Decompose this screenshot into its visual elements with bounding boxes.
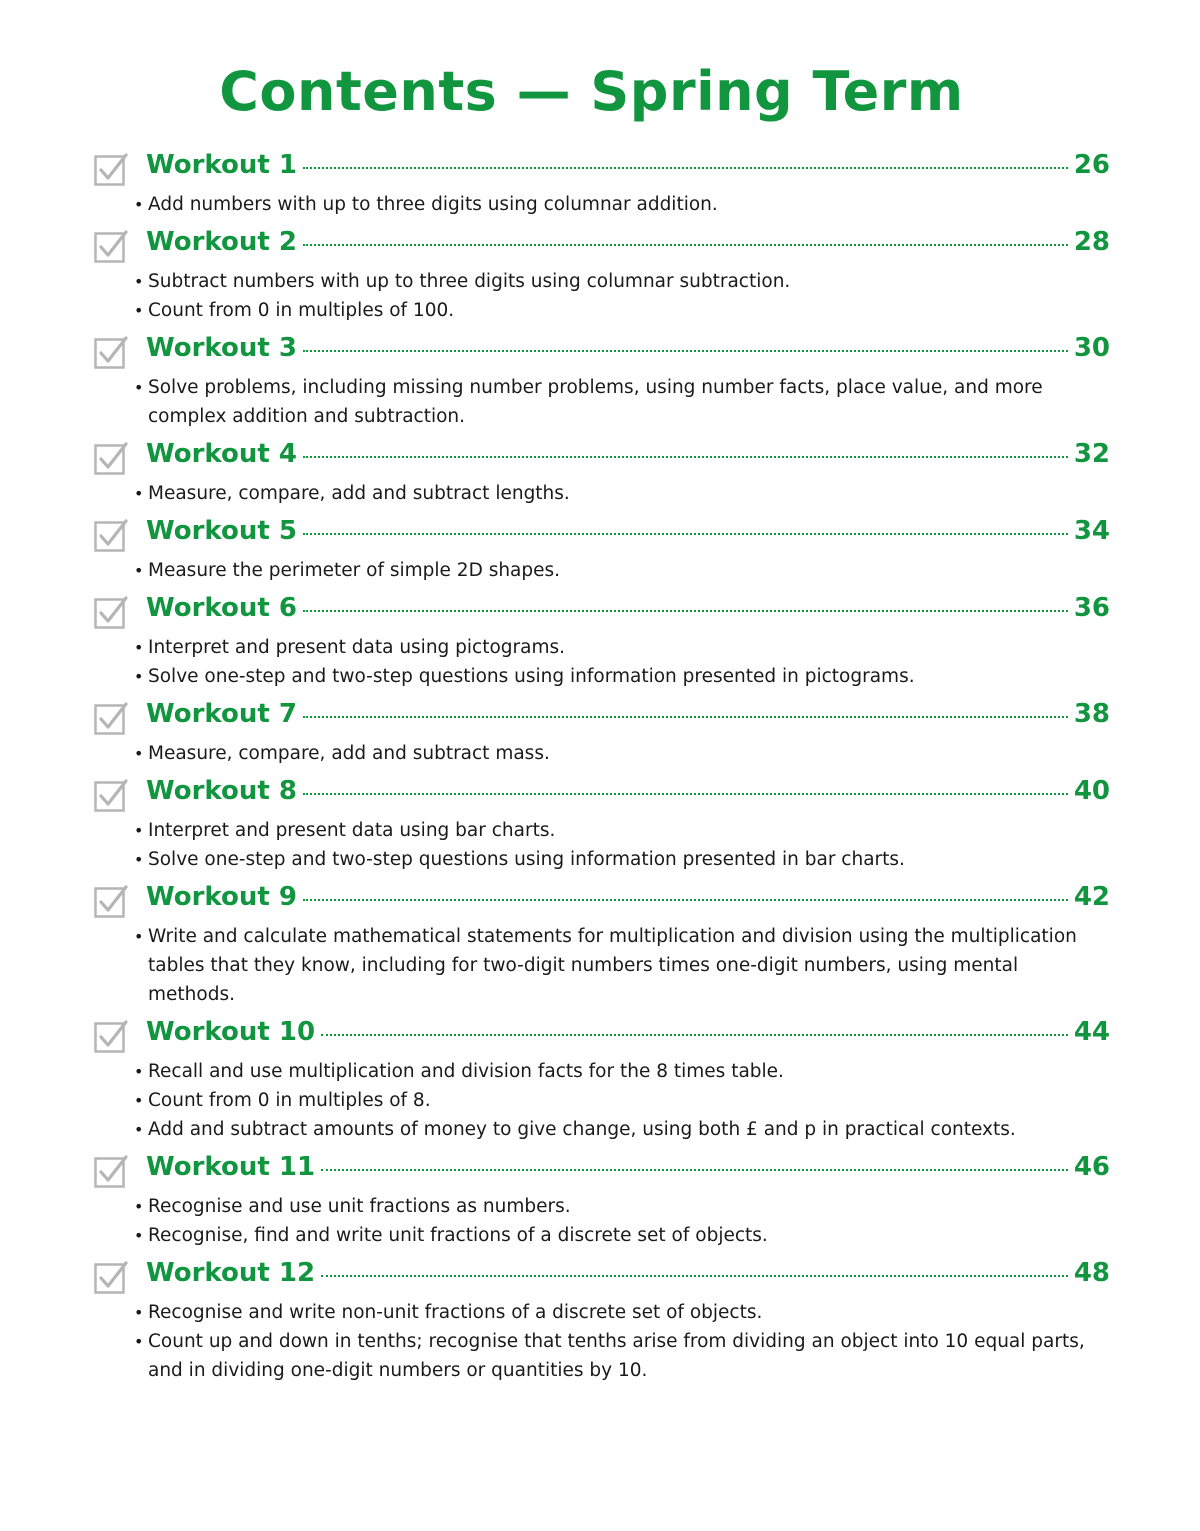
- page-number: 42: [1073, 882, 1110, 912]
- checkbox-tick-icon[interactable]: [94, 518, 128, 552]
- toc-entry-10[interactable]: [94, 1017, 1110, 1144]
- objective-item: • Solve one-step and two-step questions using information presented in bar charts.: [134, 845, 1110, 874]
- objective-item: • Count from 0 in multiples of 100.: [134, 296, 1110, 325]
- objective-list: [134, 373, 1110, 431]
- dot-leader: [303, 610, 1068, 612]
- objective-list: [134, 1057, 1110, 1144]
- checkbox-tick-icon[interactable]: [94, 778, 128, 812]
- workout-title[interactable]: Workout 12: [146, 1258, 316, 1288]
- page-number: 48: [1073, 1258, 1110, 1288]
- toc-entry-heading: [146, 776, 1110, 816]
- workout-title[interactable]: Workout 6: [146, 593, 297, 623]
- toc-entry-3[interactable]: [94, 333, 1110, 431]
- toc-entry-4[interactable]: [94, 439, 1110, 508]
- workout-title[interactable]: Workout 7: [146, 699, 297, 729]
- checkbox-tick-icon[interactable]: [94, 884, 128, 918]
- page-number: 30: [1073, 333, 1110, 363]
- dot-leader: [303, 533, 1068, 535]
- toc-entry-heading: [146, 1017, 1110, 1057]
- dot-leader: [321, 1275, 1068, 1277]
- objective-item: • Interpret and present data using bar charts.: [134, 816, 1110, 845]
- objective-item: • Count from 0 in multiples of 8.: [134, 1086, 1110, 1115]
- checkbox-tick-icon[interactable]: [94, 1260, 128, 1294]
- checkbox-tick-icon[interactable]: [94, 701, 128, 735]
- workout-title[interactable]: Workout 1: [146, 150, 297, 180]
- workout-title[interactable]: Workout 11: [146, 1152, 316, 1182]
- dot-leader: [303, 167, 1068, 169]
- objective-item: • Solve problems, including missing number problems, using number facts, place value, and more complex addition and subtraction.: [134, 373, 1110, 431]
- objective-item: • Solve one-step and two-step questions using information presented in pictograms.: [134, 662, 1110, 691]
- objective-item: • Recall and use multiplication and division facts for the 8 times table.: [134, 1057, 1110, 1086]
- toc-entry-heading: [146, 1152, 1110, 1192]
- toc-entry-heading: [146, 593, 1110, 633]
- workout-title[interactable]: Workout 8: [146, 776, 297, 806]
- toc-entry-heading: [146, 227, 1110, 267]
- objective-item: • Add and subtract amounts of money to give change, using both £ and p in practical contexts.: [134, 1115, 1110, 1144]
- page-number: 32: [1073, 439, 1110, 469]
- objective-list: [134, 1298, 1110, 1385]
- page-number: 34: [1073, 516, 1110, 546]
- checkbox-tick-icon[interactable]: [94, 1019, 128, 1053]
- toc-entry-heading: [146, 333, 1110, 373]
- workout-title[interactable]: Workout 4: [146, 439, 297, 469]
- toc-entry-heading: [146, 150, 1110, 190]
- checkbox-tick-icon[interactable]: [94, 595, 128, 629]
- objective-item: • Measure the perimeter of simple 2D shapes.: [134, 556, 1110, 585]
- page-number: 46: [1073, 1152, 1110, 1182]
- toc-entry-8[interactable]: [94, 776, 1110, 874]
- objective-list: [134, 556, 1110, 585]
- objective-item: • Recognise and write non-unit fractions of a discrete set of objects.: [134, 1298, 1110, 1327]
- toc-entry-6[interactable]: [94, 593, 1110, 691]
- page-number: 26: [1073, 150, 1110, 180]
- workout-title[interactable]: Workout 2: [146, 227, 297, 257]
- dot-leader: [321, 1169, 1068, 1171]
- toc-entry-11[interactable]: [94, 1152, 1110, 1250]
- checkbox-tick-icon[interactable]: [94, 229, 128, 263]
- page-number: 40: [1073, 776, 1110, 806]
- workout-title[interactable]: Workout 9: [146, 882, 297, 912]
- page-number: 44: [1073, 1017, 1110, 1047]
- dot-leader: [303, 456, 1068, 458]
- workout-title[interactable]: Workout 3: [146, 333, 297, 363]
- toc-entry-heading: [146, 1258, 1110, 1298]
- workout-title[interactable]: Workout 5: [146, 516, 297, 546]
- toc-entry-9[interactable]: [94, 882, 1110, 1009]
- objective-item: • Measure, compare, add and subtract lengths.: [134, 479, 1110, 508]
- dot-leader: [303, 716, 1068, 718]
- objective-list: [134, 739, 1110, 768]
- toc-entry-5[interactable]: [94, 516, 1110, 585]
- objective-item: • Add numbers with up to three digits using columnar addition.: [134, 190, 1110, 219]
- objective-list: [134, 1192, 1110, 1250]
- workout-title[interactable]: Workout 10: [146, 1017, 316, 1047]
- objective-item: • Interpret and present data using pictograms.: [134, 633, 1110, 662]
- checkbox-tick-icon[interactable]: [94, 441, 128, 475]
- dot-leader: [321, 1034, 1068, 1036]
- toc-entry-heading: [146, 516, 1110, 556]
- toc-entry-1[interactable]: [94, 150, 1110, 219]
- toc-entry-2[interactable]: [94, 227, 1110, 325]
- objective-item: • Measure, compare, add and subtract mass.: [134, 739, 1110, 768]
- toc-entry-12[interactable]: [94, 1258, 1110, 1385]
- objective-list: [134, 190, 1110, 219]
- objective-item: • Subtract numbers with up to three digits using columnar subtraction.: [134, 267, 1110, 296]
- toc-entry-heading: [146, 882, 1110, 922]
- objective-list: [134, 267, 1110, 325]
- objective-list: [134, 479, 1110, 508]
- toc-entry-heading: [146, 699, 1110, 739]
- page-number: 28: [1073, 227, 1110, 257]
- toc-entry-heading: [146, 439, 1110, 479]
- objective-list: [134, 633, 1110, 691]
- dot-leader: [303, 899, 1068, 901]
- toc-entry-7[interactable]: [94, 699, 1110, 768]
- objective-item: • Write and calculate mathematical statements for multiplication and division using the multiplication tables that they know, including for two-digit numbers times one-digit numbers, using mental methods.: [134, 922, 1110, 1009]
- objective-list: [134, 922, 1110, 1009]
- objective-list: [134, 816, 1110, 874]
- checkbox-tick-icon[interactable]: [94, 152, 128, 186]
- checkbox-tick-icon[interactable]: [94, 1154, 128, 1188]
- objective-item: • Recognise and use unit fractions as numbers.: [134, 1192, 1110, 1221]
- table-of-contents: [94, 150, 1110, 1393]
- checkbox-tick-icon[interactable]: [94, 335, 128, 369]
- dot-leader: [303, 350, 1068, 352]
- objective-item: • Count up and down in tenths; recognise that tenths arise from dividing an object into 10 equal parts, and in dividing one-digit numbers or quantities by 10.: [134, 1327, 1110, 1385]
- page-number: 36: [1073, 593, 1110, 623]
- dot-leader: [303, 244, 1068, 246]
- objective-item: • Recognise, find and write unit fractions of a discrete set of objects.: [134, 1221, 1110, 1250]
- page-number: 38: [1073, 699, 1110, 729]
- page-title: Contents — Spring Term: [219, 60, 964, 123]
- dot-leader: [303, 793, 1068, 795]
